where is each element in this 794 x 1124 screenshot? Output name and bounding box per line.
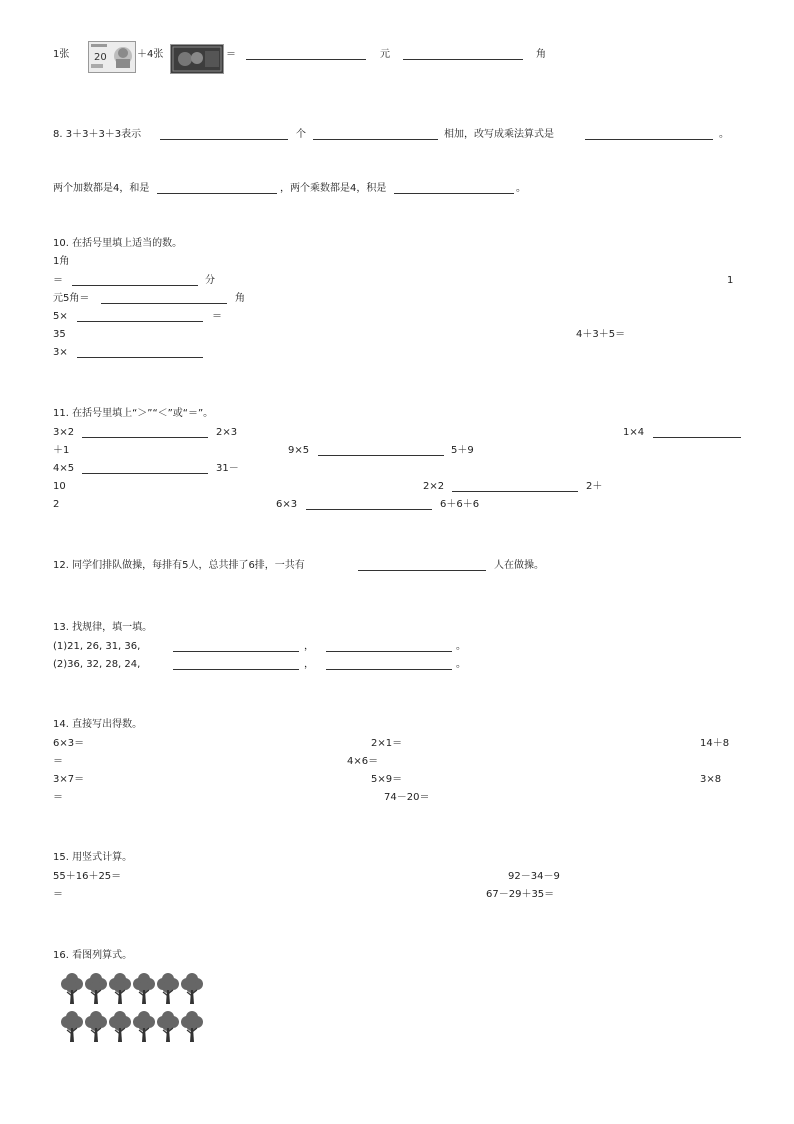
q14-i: ＝ bbox=[53, 792, 63, 803]
answer-blank[interactable] bbox=[653, 437, 741, 438]
q11-b: 2×3 bbox=[216, 427, 238, 438]
q11-i: 10 bbox=[53, 481, 66, 492]
answer-blank[interactable] bbox=[452, 491, 578, 492]
answer-blank[interactable] bbox=[394, 193, 514, 194]
tree-icon bbox=[180, 972, 204, 1006]
q12-text-2: 人在做操。 bbox=[494, 560, 544, 571]
answer-blank[interactable] bbox=[246, 59, 366, 60]
tree-icon bbox=[132, 972, 156, 1006]
q8-text-2: 个 bbox=[296, 129, 306, 140]
q7-text-1: 1张 bbox=[53, 49, 70, 60]
q8-text-1: 8. 3＋3＋3＋3表示 bbox=[53, 129, 142, 140]
q11-f: 5＋9 bbox=[451, 445, 474, 456]
q14-d: ＝ bbox=[53, 756, 63, 767]
q13-comma: ， bbox=[304, 659, 314, 670]
answer-blank[interactable] bbox=[77, 321, 203, 322]
q15-title: 15. 用竖式计算。 bbox=[53, 852, 133, 863]
q11-a: 3×2 bbox=[53, 427, 75, 438]
q10-d: 1 bbox=[727, 275, 734, 286]
q10-g: 5× bbox=[53, 311, 68, 322]
q16-title: 16. 看图列算式。 bbox=[53, 950, 133, 961]
q10-i: 35 bbox=[53, 329, 66, 340]
q11-j: 2×2 bbox=[423, 481, 445, 492]
tree-icon bbox=[156, 972, 180, 1006]
q11-n: 6＋6＋6 bbox=[440, 499, 480, 510]
q10-c: 分 bbox=[205, 275, 215, 286]
tree-icon bbox=[60, 1010, 84, 1044]
q14-j: 74－20＝ bbox=[384, 792, 430, 803]
answer-blank[interactable] bbox=[173, 669, 299, 670]
q14-e: 4×6＝ bbox=[347, 756, 379, 767]
q8-text-4: 。 bbox=[719, 129, 729, 140]
answer-blank[interactable] bbox=[326, 651, 452, 652]
q7-text-2: ＋4张 bbox=[137, 49, 164, 60]
q11-title: 11. 在括号里填上“＞”“＜”或“＝”。 bbox=[53, 408, 214, 419]
q10-b: ＝ bbox=[53, 275, 63, 286]
q12-text-1: 12. 同学们排队做操，每排有5人，总共排了6排，一共有 bbox=[53, 560, 305, 571]
answer-blank[interactable] bbox=[101, 303, 227, 304]
q13-title: 13. 找规律，填一填。 bbox=[53, 622, 153, 633]
answer-blank[interactable] bbox=[157, 193, 277, 194]
q13-comma: ， bbox=[304, 641, 314, 652]
q11-c: 1×4 bbox=[623, 427, 645, 438]
q15-b: 92－34－9 bbox=[508, 871, 560, 882]
answer-blank[interactable] bbox=[326, 669, 452, 670]
tree-icon bbox=[108, 972, 132, 1006]
tree-icon bbox=[180, 1010, 204, 1044]
q14-c: 14＋8 bbox=[700, 738, 730, 749]
answer-blank[interactable] bbox=[77, 357, 203, 358]
bill-value-label: 20 bbox=[94, 52, 107, 63]
tree-icon bbox=[156, 1010, 180, 1044]
q15-c: ＝ bbox=[53, 889, 63, 900]
q10-a: 1角 bbox=[53, 256, 70, 267]
q10-e: 元5角＝ bbox=[53, 293, 90, 304]
answer-blank[interactable] bbox=[72, 285, 198, 286]
q14-a: 6×3＝ bbox=[53, 738, 85, 749]
q13-row-1: (1)21, 26, 31, 36, bbox=[53, 641, 141, 652]
tree-icon bbox=[60, 972, 84, 1006]
q7-text-5: 角 bbox=[536, 49, 546, 60]
q10-h: ＝ bbox=[212, 311, 222, 322]
q11-m: 6×3 bbox=[276, 499, 298, 510]
q10-j: 4＋3＋5＝ bbox=[576, 329, 626, 340]
q7-text-3: ＝ bbox=[226, 49, 236, 60]
answer-blank[interactable] bbox=[318, 455, 444, 456]
answer-blank[interactable] bbox=[313, 139, 438, 140]
q11-d: ＋1 bbox=[53, 445, 70, 456]
q13-end: 。 bbox=[456, 641, 466, 652]
q9-text-2: ，两个乘数都是4，积是 bbox=[280, 183, 387, 194]
answer-blank[interactable] bbox=[160, 139, 288, 140]
q11-g: 4×5 bbox=[53, 463, 75, 474]
q9-text-1: 两个加数都是4，和是 bbox=[53, 183, 150, 194]
q11-l: 2 bbox=[53, 499, 60, 510]
q15-a: 55＋16＋25＝ bbox=[53, 871, 122, 882]
q14-b: 2×1＝ bbox=[371, 738, 403, 749]
jiao-note-image bbox=[170, 44, 224, 74]
tree-picture bbox=[60, 972, 210, 1047]
tree-icon bbox=[84, 1010, 108, 1044]
tree-icon bbox=[108, 1010, 132, 1044]
tree-icon bbox=[84, 972, 108, 1006]
q11-e: 9×5 bbox=[288, 445, 310, 456]
q13-row-2: (2)36, 32, 28, 24, bbox=[53, 659, 141, 670]
q7-text-4: 元 bbox=[380, 49, 390, 60]
q10-k: 3× bbox=[53, 347, 68, 358]
answer-blank[interactable] bbox=[82, 437, 208, 438]
twenty-yuan-bill-image bbox=[88, 41, 136, 73]
q10-f: 角 bbox=[235, 293, 245, 304]
answer-blank[interactable] bbox=[306, 509, 432, 510]
q14-g: 5×9＝ bbox=[371, 774, 403, 785]
tree-icon bbox=[132, 1010, 156, 1044]
q14-h: 3×8 bbox=[700, 774, 722, 785]
answer-blank[interactable] bbox=[358, 570, 486, 571]
q8-text-3: 相加，改写成乘法算式是 bbox=[444, 129, 554, 140]
q11-k: 2＋ bbox=[586, 481, 603, 492]
q14-title: 14. 直接写出得数。 bbox=[53, 719, 143, 730]
q11-h: 31－ bbox=[216, 463, 239, 474]
q13-end: 。 bbox=[456, 659, 466, 670]
q10-title: 10. 在括号里填上适当的数。 bbox=[53, 238, 183, 249]
answer-blank[interactable] bbox=[173, 651, 299, 652]
answer-blank[interactable] bbox=[585, 139, 713, 140]
q15-d: 67－29＋35＝ bbox=[486, 889, 555, 900]
q14-f: 3×7＝ bbox=[53, 774, 85, 785]
q9-text-3: 。 bbox=[516, 183, 526, 194]
answer-blank[interactable] bbox=[82, 473, 208, 474]
answer-blank[interactable] bbox=[403, 59, 523, 60]
